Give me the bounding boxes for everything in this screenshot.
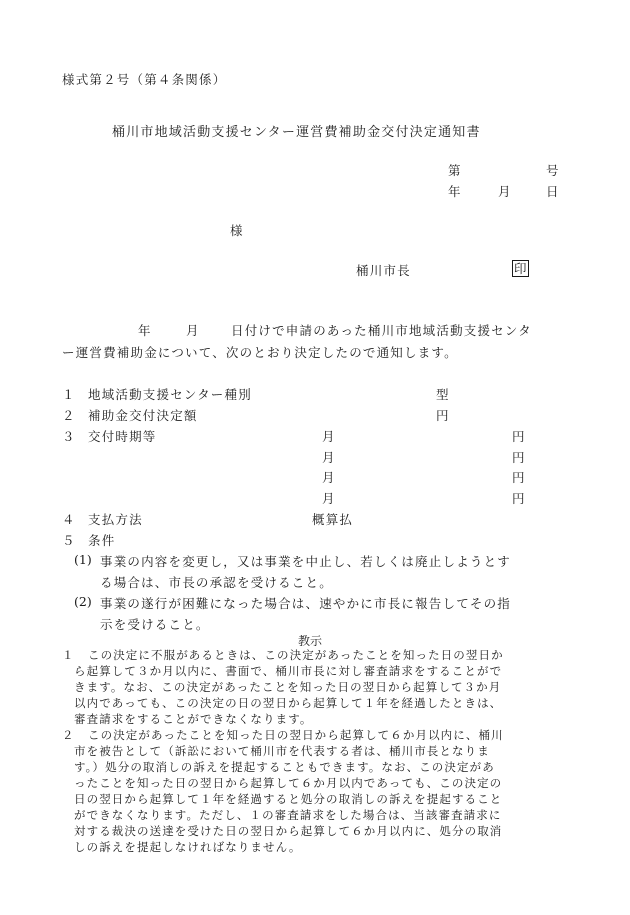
schedule-yen: 円 [512,450,525,465]
notice-2-line: 市を被告として（訴訟において桶川市を代表する者は、桶川市長となりま [74,744,490,758]
item-1-number: １ [62,387,75,402]
condition-2-line1: 事業の遂行が困難になった場合は、速やかに市長に報告してその指 [100,596,512,611]
ref-dai: 第 [448,163,461,178]
condition-2-number: (2) [74,594,92,609]
schedule-month: 月 [322,429,335,444]
intro-month: 月 [186,323,199,338]
notice-1-line: 以内であっても、この決定の日の翌日から起算して１年を経過したときは、 [74,696,503,710]
item-5-number: ５ [62,533,75,548]
date-day: 日 [546,184,559,199]
document-title: 桶川市地域活動支援センター運営費補助金交付決定通知書 [112,125,481,140]
item-5-label: 条件 [88,533,116,548]
item-3-number: ３ [62,429,75,444]
notice-2-line: ったことを知った日の翌日から起算して６か月以内であっても、この決定の [74,776,503,790]
item-1-unit: 型 [436,387,449,402]
item-4-value: 概算払 [312,512,354,527]
schedule-month: 月 [322,491,335,506]
item-3-label: 交付時期等 [88,429,157,444]
item-4-label: 支払方法 [88,512,143,527]
seal-mark: 印 [514,261,527,276]
notice-1-line: きます。なお、この決定があったことを知った日の翌日から起算して３か月 [74,680,502,694]
condition-1-line1: 事業の内容を変更し，又は事業を中止し、若しくは廃止しようとす [100,554,512,569]
notice-2-number: ２ [62,728,75,742]
intro-line2: ー運営費補助金について、次のとおり決定したので通知します。 [62,345,458,360]
condition-1-line2: る場合は、市長の承認を受けること。 [100,575,333,590]
notice-1-line: 審査請求をすることができなくなります。 [74,712,313,726]
schedule-yen: 円 [512,470,525,485]
addressee-suffix: 様 [230,223,243,238]
schedule-month: 月 [322,470,335,485]
date-month: 月 [498,184,511,199]
notice-1-line: ら起算して３か月以内に、書面で、桶川市長に対し審査請求をすることがで [74,664,503,678]
date-year: 年 [448,184,461,199]
notice-2-line: この決定があったことを知った日の翌日から起算して６か月以内に、桶川 [88,728,504,742]
notice-2-line: す。）処分の取消しの訴えを提起することもできます。なお、この決定があ [74,760,495,774]
notice-1-line: この決定に不服があるときは、この決定があったことを知った日の翌日か [88,648,504,662]
intro-line1: 日付けで申請のあった桶川市地域活動支援センタ [231,323,532,338]
schedule-yen: 円 [512,429,525,444]
item-4-number: ４ [62,512,75,527]
item-2-unit: 円 [436,408,449,423]
notice-2-line: しの訴えを提起しなければなりません。 [74,840,302,854]
form-number: 様式第２号（第４条関係） [62,72,227,87]
condition-1-number: (1) [74,552,92,567]
item-2-label: 補助金交付決定額 [88,408,198,423]
schedule-yen: 円 [512,491,525,506]
item-1-label: 地域活動支援センター種別 [88,387,252,402]
condition-2-line2: 示を受けること。 [100,617,210,632]
ref-go: 号 [546,163,559,178]
issuer-name: 桶川市長 [356,263,411,278]
notice-2-line: ができなくなります。ただし、１の審査請求をした場合は、当該審査請求に [74,808,502,822]
schedule-month: 月 [322,450,335,465]
item-2-number: ２ [62,408,75,423]
notice-2-line: 日の翌日から起算して１年を経過すると処分の取消しの訴えを提起すること [74,792,503,806]
notice-heading: 教示 [298,634,323,648]
notice-2-line: 対する裁決の送達を受けた日の翌日から起算して６か月以内に、処分の取消 [74,824,503,838]
intro-year: 年 [138,323,151,338]
notice-1-number: １ [62,648,75,662]
